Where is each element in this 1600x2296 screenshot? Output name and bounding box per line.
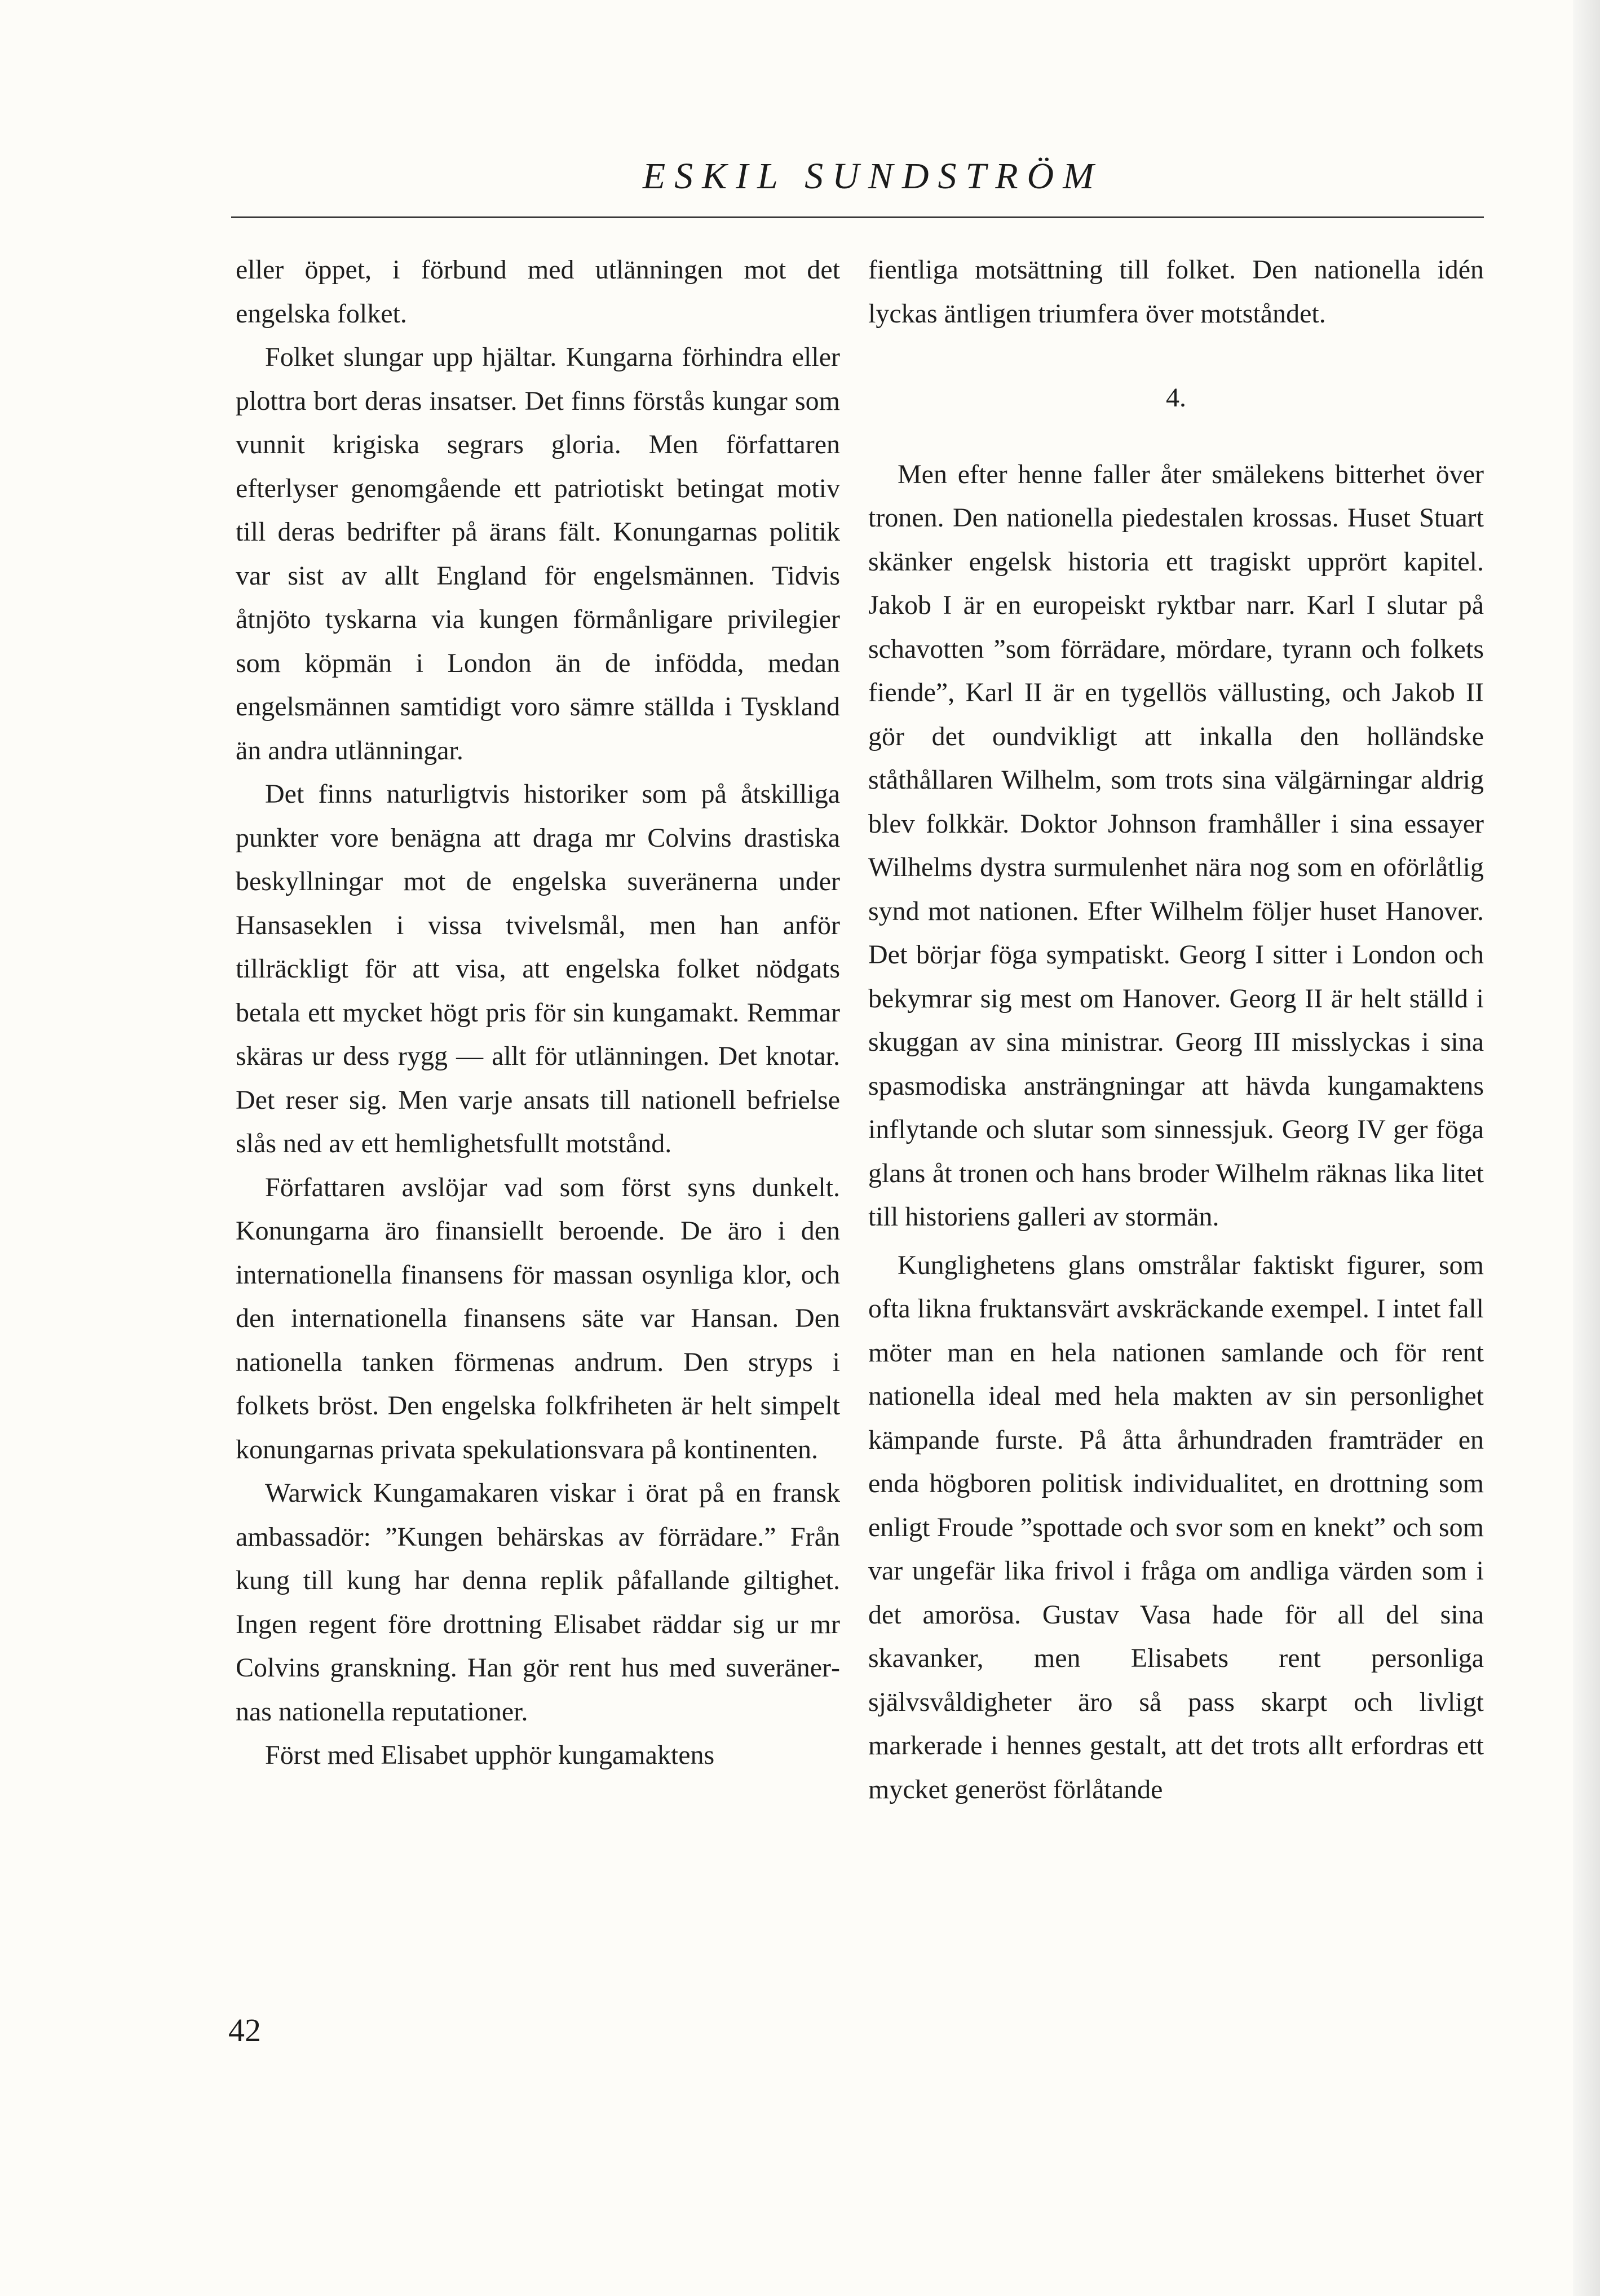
header-rule	[231, 216, 1484, 218]
paragraph: eller öppet, i förbund med utlänningen mot det engelska folket.	[236, 255, 840, 329]
left-column	[236, 248, 840, 1777]
paragraph: Författaren avslöjar vad som först syns dunkelt. Konungarna äro finansiellt beroende. De äro i den internationella finansens för massan osynliga klor, och den internationella finansens säte var Hansan. Den nationella tanken förmenas andrum. Den stryps i folkets bröst. Den engelska folkfriheten är helt simpelt konungarnas privata spekulationsvara på kontinenten.	[236, 1172, 840, 1465]
paragraph: Kunglighetens glans omstrålar faktiskt figurer, som ofta likna fruktansvärt avskräckande exempel. I intet fall möter man en hela nationen samlande och för rent nationella ideal med hela makten av sin personlighet kämpande furste. På åtta århundraden framträder en enda högboren politisk individualitet, en drottning som enligt Froude ”spottade och svor som en knekt” och som var ungefär lika frivol i fråga om andliga värden som i det amorösa. Gustav Vasa hade för all del sina skavanker, men Elisabets rent personliga självsvåldigheter äro så pass skarpt och livligt markerade i hennes gestalt, att det trots allt erfordras ett mycket generöst förlåtande	[868, 1250, 1484, 1804]
paragraph: Först med Elisabet upphör kungamaktens	[265, 1740, 715, 1770]
paragraph: Men efter henne faller åter smälekens bitterhet över tronen. Den nationella piedestalen krossas. Huset Stuart skänker engelsk historia ett tragiskt upprört kapitel. Jakob I är en europeiskt ryktbar narr. Karl I slutar på schavotten ”som förrädare, mördare, tyrann och folkets fiende”, Karl II är en tygellös vällusting, och Jakob II gör det oundvikligt att inkalla den holländske ståthållaren Wilhelm, som trots sina välgärningar aldrig blev folkkär. Doktor Johnson framhåller i sina essayer Wilhelms dystra surmulenhet nära nog som en oförlåtlig synd mot nationen. Efter Wilhelm följer huset Hanover. Det börjar föga sympatiskt. Georg I sitter i London och bekymrar sig mest om Hanover. Georg II är helt ställd i skuggan av sina ministrar. Georg III misslyckas i sina spasmodiska ansträngningar att hävda kungamaktens inflytande och slutar som sinnessjuk. Georg IV ger föga glans åt tronen och hans broder Wilhelm räknas lika litet till historiens galleri av stormän.	[868, 459, 1484, 1232]
paragraph: Det finns naturligtvis historiker som på åtskilliga punkter vore benägna att draga mr Colvins drastiska beskyllningar mot de engelska suveränerna under Hansaseklen i vissa tvivelsmål, men han anför tillräckligt för att visa, att engelska folket nödgats betala ett mycket högt pris för sin kungamakt. Remmar skäras ur dess rygg — allt för utlänningen. Det knotar. Det reser sig. Men varje ansats till nationell befrielse slås ned av ett hemlighetsfullt motstånd.	[236, 779, 840, 1158]
paragraph: Folket slungar upp hjältar. Kungarna förhindra eller plottra bort deras insatser. Det finns förstås kungar som vunnit krigiska segrars gloria. Men författaren efterlyser genomgående ett patriotiskt betingat motiv till deras bedrifter på ärans fält. Konungarnas politik var sist av allt England för engelsmännen. Tidvis åtnjöto tyskarna via kungen förmånligare privilegier som köpmän i London än de infödda, medan engelsmännen samtidigt voro sämre ställda i Tyskland än andra utlänningar.	[236, 342, 840, 766]
paragraph: fientliga motsättning till folket. Den nationella idén lyckas äntligen triumfera över motståndet.	[868, 255, 1484, 329]
page-edge-shadow	[1573, 0, 1600, 2296]
page-number: 42	[228, 2012, 261, 2049]
right-column	[868, 248, 1484, 1811]
running-head: ESKIL SUNDSTRÖM	[642, 156, 1103, 197]
paragraph: Warwick Kungamakaren viskar i örat på en fransk ambassadör: ”Kungen behärskas av förrädare.” Från kung till kung har denna replik påfallande giltighet. Ingen regent före drottning Elisabet räddar sig ur mr Colvins granskning. Han gör rent hus med suveränernas nationella reputationer.	[236, 1478, 840, 1727]
section-number: 4.	[1166, 383, 1186, 413]
